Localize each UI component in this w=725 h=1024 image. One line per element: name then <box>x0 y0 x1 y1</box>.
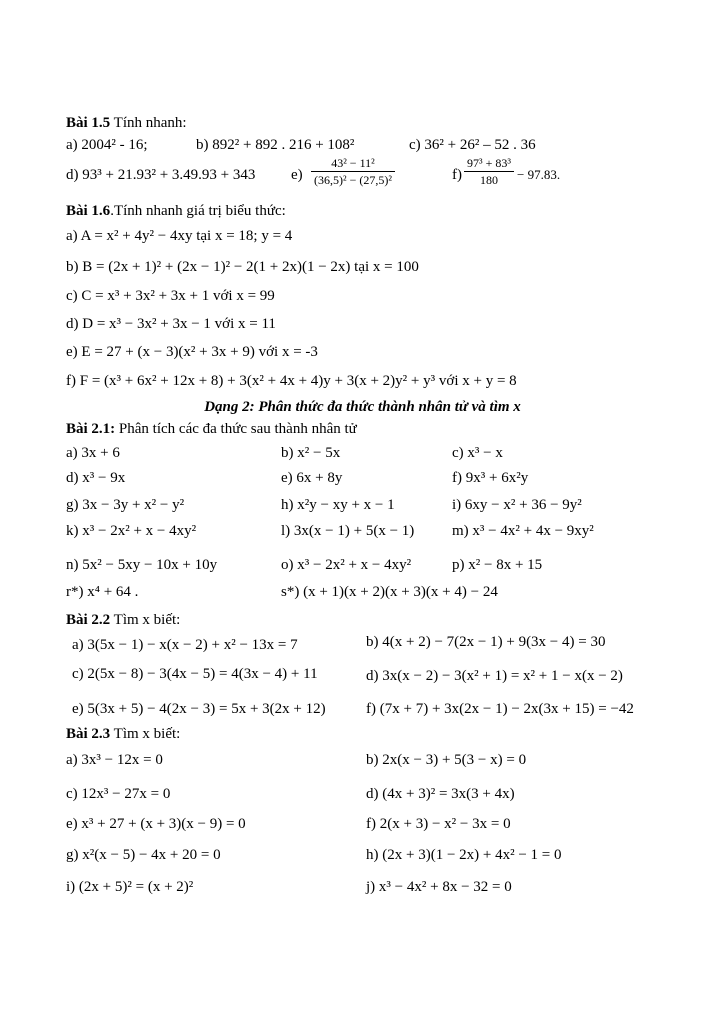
problem-2-3-i: i) (2x + 5)² = (x + 2)² <box>66 879 194 895</box>
problem-2-1-b: b) x² − 5x <box>281 445 341 461</box>
problem-2-1-h: h) x²y − xy + x − 1 <box>281 497 395 513</box>
problem-1-6-d: d) D = x³ − 3x² + 3x − 1 với x = 11 <box>66 316 276 332</box>
problem-2-1-l: l) 3x(x − 1) + 5(x − 1) <box>281 523 415 539</box>
exercise-instruction: Tính nhanh: <box>110 115 187 131</box>
problem-2-1-g: g) 3x − 3y + x² − y² <box>66 497 185 513</box>
exercise-1-5-heading <box>66 114 187 132</box>
problem-1-6-e: e) E = 27 + (x − 3)(x² + 3x + 9) với x = -3 <box>66 344 318 360</box>
exercise-instruction: Phân tích các đa thức sau thành nhân tử <box>115 421 357 437</box>
problem-2-3-c: c) 12x³ − 27x = 0 <box>66 786 171 802</box>
fraction-numerator: 43² − 11² <box>311 156 395 172</box>
exercise-1-6-heading <box>66 202 286 220</box>
problem-2-3-h: h) (2x + 3)(1 − 2x) + 4x² − 1 = 0 <box>366 847 562 863</box>
problem-2-1-f: f) 9x³ + 6x²y <box>452 470 529 486</box>
problem-1-6-b: b) B = (2x + 1)² + (2x − 1)² − 2(1 + 2x)(1 − 2x) tại x = 100 <box>66 259 419 275</box>
problem-2-2-e: e) 5(3x + 5) − 4(2x − 3) = 5x + 3(2x + 12) <box>72 701 326 717</box>
problem-1-5-d: d) 93³ + 21.93² + 3.49.93 + 343 <box>66 167 256 183</box>
exercise-instruction: .Tính nhanh giá trị biểu thức: <box>110 203 286 219</box>
problem-2-3-b: b) 2x(x − 3) + 5(3 − x) = 0 <box>366 752 527 768</box>
problem-1-5-f-fraction <box>464 156 514 187</box>
problem-1-6-c: c) C = x³ + 3x² + 3x + 1 với x = 99 <box>66 288 275 304</box>
problem-2-2-a: a) 3(5x − 1) − x(x − 2) + x² − 13x = 7 <box>72 637 298 653</box>
problem-1-5-e-label: e) <box>291 167 303 183</box>
problem-1-5-f-tail: − 97.83. <box>517 167 561 182</box>
problem-2-1-n: n) 5x² − 5xy − 10x + 10y <box>66 557 218 573</box>
problem-2-2-c: c) 2(5x − 8) − 3(4x − 5) = 4(3x − 4) + 11 <box>72 666 318 682</box>
problem-1-5-c: c) 36² + 26² – 52 . 36 <box>409 137 536 153</box>
problem-2-3-d: d) (4x + 3)² = 3x(3 + 4x) <box>366 786 515 802</box>
exercise-instruction: Tìm x biết: <box>110 612 181 628</box>
problem-1-5-b: b) 892² + 892 . 216 + 108² <box>196 137 355 153</box>
problem-2-1-e: e) 6x + 8y <box>281 470 343 486</box>
problem-1-5-e-fraction <box>311 156 395 187</box>
problem-2-3-g: g) x²(x − 5) − 4x + 20 = 0 <box>66 847 221 863</box>
exercise-title: Bài 2.3 <box>66 726 111 742</box>
exercise-title: Bài 1.6 <box>66 203 111 219</box>
problem-2-2-f: f) (7x + 7) + 3x(2x − 1) − 2x(3x + 15) = −42 <box>366 701 634 717</box>
problem-2-2-b: b) 4(x + 2) − 7(2x − 1) + 9(3x − 4) = 30 <box>366 634 606 650</box>
problem-2-1-r: r*) x⁴ + 64 . <box>66 584 139 600</box>
fraction-numerator: 97³ + 83³ <box>464 156 514 172</box>
problem-2-1-o: o) x³ − 2x² + x − 4xy² <box>281 557 412 573</box>
exercise-title: Bài 1.5 <box>66 115 111 131</box>
problem-2-3-e: e) x³ + 27 + (x + 3)(x − 9) = 0 <box>66 816 246 832</box>
problem-2-3-f: f) 2(x + 3) − x² − 3x = 0 <box>366 816 511 832</box>
problem-2-1-d: d) x³ − 9x <box>66 470 126 486</box>
exercise-2-3-heading <box>66 725 180 743</box>
exercise-title: Bài 2.2 <box>66 612 111 628</box>
exercise-title: Bài 2.1: <box>66 421 116 437</box>
exercise-instruction: Tìm x biết: <box>110 726 181 742</box>
exercise-2-1-heading <box>66 420 357 438</box>
problem-1-6-a: a) A = x² + 4y² − 4xy tại x = 18; y = 4 <box>66 228 293 244</box>
section-heading: Dạng 2: Phân thức đa thức thành nhân tử và tìm x <box>204 399 521 415</box>
problem-2-3-j: j) x³ − 4x² + 8x − 32 = 0 <box>366 879 512 895</box>
problem-1-6-f: f) F = (x³ + 6x² + 12x + 8) + 3(x² + 4x + 4)y + 3(x + 2)y² + y³ với x + y = 8 <box>66 373 517 389</box>
exercise-2-2-heading <box>66 611 180 629</box>
fraction-denominator: 180 <box>479 173 498 187</box>
fraction-denominator: (36,5)² − (27,5)² <box>314 173 392 187</box>
problem-2-3-a: a) 3x³ − 12x = 0 <box>66 752 163 768</box>
problem-1-5-f-label: f) <box>452 167 462 183</box>
problem-2-1-i: i) 6xy − x² + 36 − 9y² <box>452 497 582 513</box>
problem-2-1-k: k) x³ − 2x² + x − 4xy² <box>66 523 197 539</box>
problem-1-5-a: a) 2004² - 16; <box>66 137 148 153</box>
problem-2-1-c: c) x³ − x <box>452 445 503 461</box>
problem-2-1-a: a) 3x + 6 <box>66 445 120 461</box>
problem-2-1-p: p) x² − 8x + 15 <box>452 557 543 573</box>
problem-2-1-s: s*) (x + 1)(x + 2)(x + 3)(x + 4) − 24 <box>281 584 498 600</box>
problem-2-2-d: d) 3x(x − 2) − 3(x² + 1) = x² + 1 − x(x − 2) <box>366 668 623 684</box>
problem-2-1-m: m) x³ − 4x² + 4x − 9xy² <box>452 523 594 539</box>
